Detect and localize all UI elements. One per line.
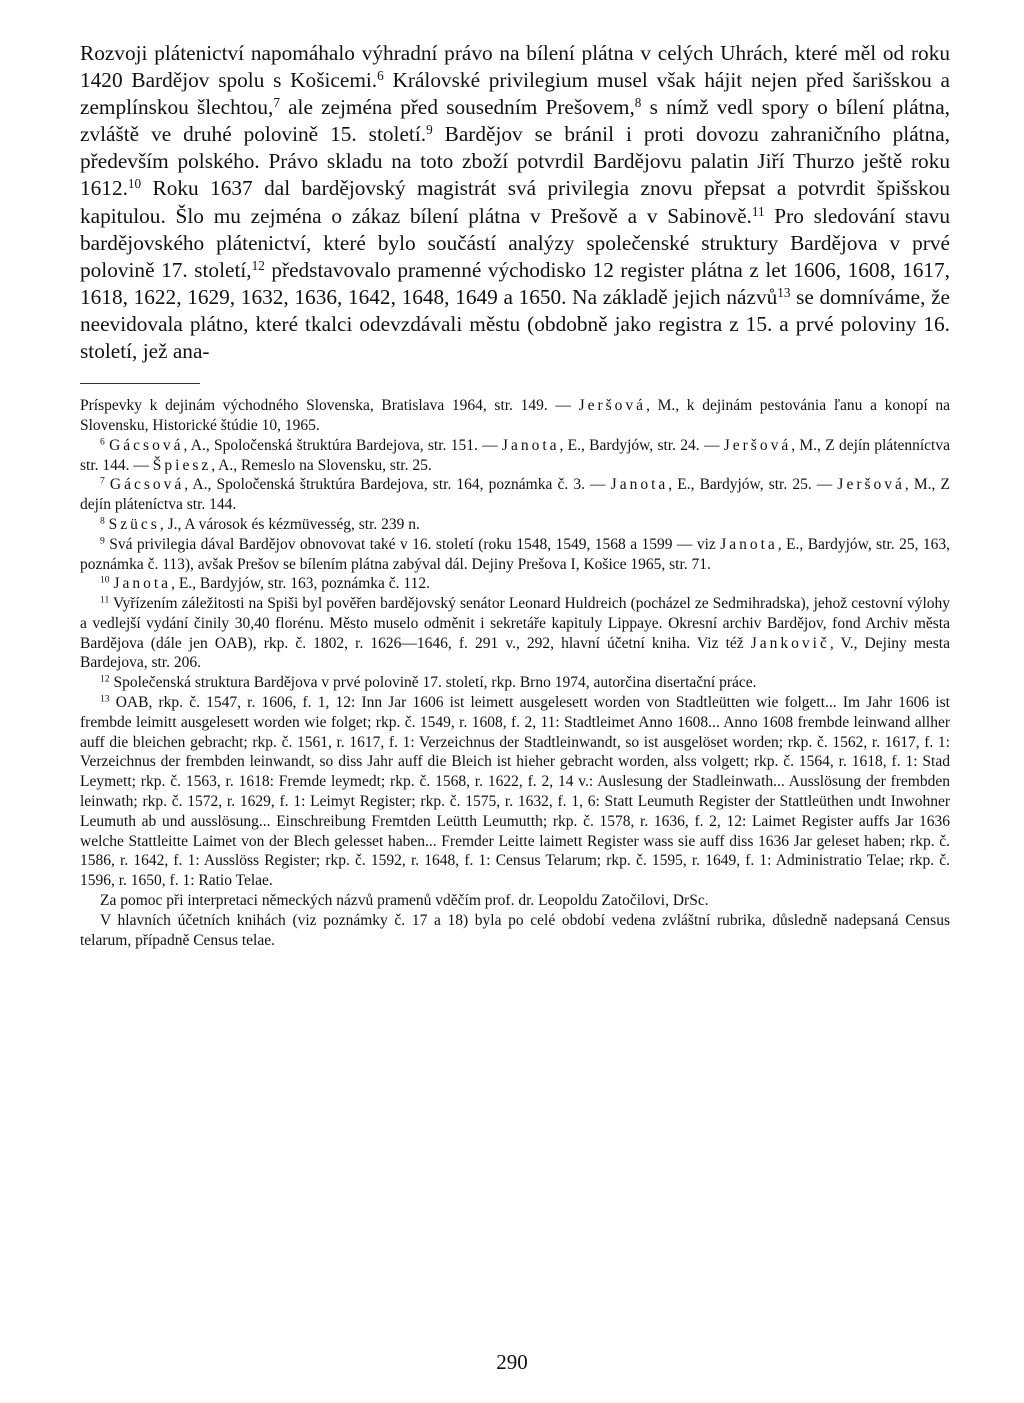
main-text-4: s nímž vedl spory o bílení plátna, zvláště ve druhé polovině 15. století.: [80, 95, 950, 147]
footnote-number: 9: [100, 535, 105, 547]
author-name: Jankovič: [750, 634, 830, 652]
footnote-text: , E., Bardyjów, str. 24. —: [559, 436, 724, 454]
footnote-final: [80, 911, 950, 951]
footnote-ref-10: 10: [127, 176, 142, 192]
footnote-text: , A., Spoločenská štruktúra Bardejova, str. 151. —: [183, 436, 502, 454]
footnote-text: , M., Z dejín plátenníctva str. 144. —: [80, 436, 950, 474]
footnote-ref-11: 11: [751, 203, 765, 219]
footnote-7: [80, 475, 950, 515]
author-name: Janota: [113, 575, 172, 593]
footnote-11: [80, 594, 950, 673]
footnote-text: Príspevky k dejinám východného Slovenska, Bratislava 1964, str. 149. —: [80, 397, 579, 415]
main-text-2: Královské privilegium musel však hájit nejen před šarišskou a zemplínskou šlechtou,: [80, 68, 950, 120]
footnote-text: , J., A városok és kézmüvesség, str. 239 n.: [159, 515, 420, 533]
footnote-text: , E., Bardyjów, str. 25, 163, poznámka č. 113), avšak Prešov se bílením plátna zabýval dál. Dejiny Prešova I, Košice 1965, str. 71.: [80, 535, 950, 573]
footnote-text: , A., Spoločenská štruktúra Bardejova, str. 164, poznámka č. 3. —: [184, 476, 611, 494]
footnote-6: [80, 436, 950, 476]
main-text-3: ale zejména před sousedním Prešovem,: [279, 95, 635, 120]
footnote-9: [80, 535, 950, 575]
footnote-text: V hlavních účetních knihách (viz poznámky č. 17 a 18) byla po celé období vedena zvláštní rubrika, důsledně nadepsaná Census telarum, případně Census telae.: [80, 911, 950, 949]
footnote-10: [80, 574, 950, 594]
page-content: [80, 40, 950, 950]
author-name: Gácsová: [109, 436, 184, 454]
main-text-5: Bardějov se bránil i proti dovozu zahraničního plátna, především polského. Právo skladu na toto zboží potvrdil Bardějovu palatin Jiří Thurzo ještě roku 1612.: [80, 122, 950, 201]
footnote-text: Vyřízením záležitosti na Spiši byl pověřen bardějovský senátor Leonard Huldreich (pocházel ze Sedmihradska), jehož cestovní výlohy a vedlejší vydání činily 30,40 florénu. Město muselo odměnit i sekretáře kapituly Lippaye. Okresní archiv Bardějov, fond Archiv města Bardějova (dále jen OAB), rkp. č. 1802, r. 1626—1646, f. 291 v., 292, hlavní účetní kniha. Viz též: [80, 595, 950, 652]
footnote-text: Společenská struktura Bardějova v prvé polovině 17. století, rkp. Brno 1974, autorčina disertační práce.: [109, 674, 757, 692]
footnotes: [80, 396, 950, 950]
footnote-text: , M., k dejinám pestovánia ľanu a konopí na Slovensku, Historické štúdie 10, 1965.: [80, 397, 951, 434]
footnote-ref-8: 8: [634, 94, 642, 110]
footnote-8: [80, 515, 950, 535]
footnote-number: 10: [100, 575, 110, 587]
footnote-number: 11: [100, 594, 110, 606]
footnote-acknowledgement: [80, 891, 950, 911]
author-name: Jeršová: [723, 436, 792, 454]
author-name: Jeršová: [837, 476, 905, 494]
footnote-13: [80, 693, 950, 891]
footnote-12: [80, 673, 950, 693]
main-text-9: se domníváme, že neevidovala plátno, které tkalci odevzdávali městu (obdobně jako registra z 15. a prvé poloviny 16. století, jež ana-: [80, 284, 950, 364]
footnote-text: Svá privilegia dával Bardějov obnovovat také v 16. století (roku 1548, 1549, 1568 a 1599 — viz: [104, 535, 721, 553]
footnote-divider: [80, 383, 200, 384]
main-paragraph: [80, 40, 950, 365]
author-name: Janota: [720, 535, 778, 553]
footnote-ref-6: 6: [377, 67, 384, 83]
author-name: Jeršová: [578, 397, 647, 415]
footnote-text: , E., Bardyjów, str. 163, poznámka č. 112.: [171, 575, 430, 593]
footnote-number: 7: [100, 476, 105, 488]
footnote-ref-9: 9: [426, 122, 433, 138]
footnote-ref-13: 13: [777, 284, 791, 300]
author-name: Špiesz: [152, 456, 212, 474]
author-name: Szücs: [108, 515, 160, 533]
author-name: Janota: [501, 436, 560, 454]
author-name: Janota: [610, 476, 669, 494]
footnote-ref-7: 7: [273, 94, 280, 110]
footnote-number: 8: [100, 515, 105, 527]
main-text-6: Roku 1637 dal bardějovský magistrát svá privilegia znovu přepsat a potvrdit špišskou kapitulou. Šlo mu zejména o zákaz bílení plátna v Prešově a v Sabinově.: [80, 176, 950, 228]
footnote-text: , A., Remeslo na Slovensku, str. 25.: [211, 456, 432, 474]
page-number: 290: [496, 1350, 528, 1374]
footnote-text: , M., Z dejín pláteníctva str. 144.: [80, 476, 951, 514]
footnote-number: 13: [100, 693, 110, 705]
footnote-text: OAB, rkp. č. 1547, r. 1606, f. 1, 12: Inn Jar 1606 ist leimett ausgelesett worden von Stadtleütten wie folgett... Im Jahr 1606 ist frembde leimitt ausgelesett worden wie folget; rkp. č. 1549, r. 1608, f. 2, 11: Stadtleimet Anno 1608... Anno 1608 frembde leinwand allher auff die bleichen gebracht; rkp. č. 1561, r. 1617, f. 1: Verzeichnus der Stadtleinwandt, so ist ausgelöset worden; rkp. č. 1562, r. 1617, f. 1: Verzeichnus der frembden leinwandt, so diss Jahr auff die Bleich ist hieher gebracht worden, alss volgett; rkp. č. 1564, r. 1618, f. 1: Stad Leymett; rkp. č. 1563, r. 1618: Fremde leymedt; rkp. č. 1568, r. 1622, f. 2, 14 v.: Auslesung der Stadleinwath... Ausslösung der frembden leinwath; rkp. č. 1572, r. 1629, f. 1: Leimyt Register; rkp. č. 1575, r. 1632, f. 1, 6: Statt Leumuth Register der Stattleüthen undt Inwohner Leumuth ab und ausslösung... Einschreibung Fremtden Leütth Leumutth; rkp. č. 1578, r. 1636, f. 2, 12: Laimet Register auffs Jar 1636 welche Stattleitte Laimet von der Blech gelesset haben... Fremder Leitte laimett Register wass sie auff diss 1636 Jar geleset haben; rkp. č. 1586, r. 1642, f. 1: Ausslöss Register; rkp. č. 1592, r. 1648, f. 1: Census Telarum; rkp. č. 1595, r. 1649, f. 1: Administratio Telae; rkp. č. 1596, r. 1650, f. 1: Ratio Telae.: [80, 694, 950, 890]
footnote-ref-12: 12: [251, 257, 265, 273]
footnote-continuation: [80, 396, 950, 436]
footnote-number: 12: [100, 674, 110, 685]
footnote-text: , V., Dejiny mesta Bardejova, str. 206.: [80, 634, 950, 672]
main-text-7: Pro sledování stavu bardějovského plátenictví, které bylo součástí analýzy společenské struktury Bardějova v prvé polovině 17. století,: [80, 203, 950, 282]
footnote-text: Za pomoc při interpretaci německých názvů pramenů vděčím prof. dr. Leopoldu Zatočilovi, DrSc.: [100, 892, 709, 910]
footnote-number: 6: [100, 436, 105, 448]
main-text-1: Rozvoji plátenictví napomáhalo výhradní právo na bílení plátna v celých Uhrách, které měl od roku 1420 Bardějov spolu s Košicemi.: [80, 41, 950, 93]
footnote-text: , E., Bardyjów, str. 25. —: [668, 476, 838, 494]
main-text-8: představovalo pramenné východisko 12 register plátna z let 1606, 1608, 1617, 1618, 1622, 1629, 1632, 1636, 1642, 1648, 1649 a 1650. Na základě jejich názvů: [80, 257, 950, 309]
author-name: Gácsová: [109, 476, 185, 494]
